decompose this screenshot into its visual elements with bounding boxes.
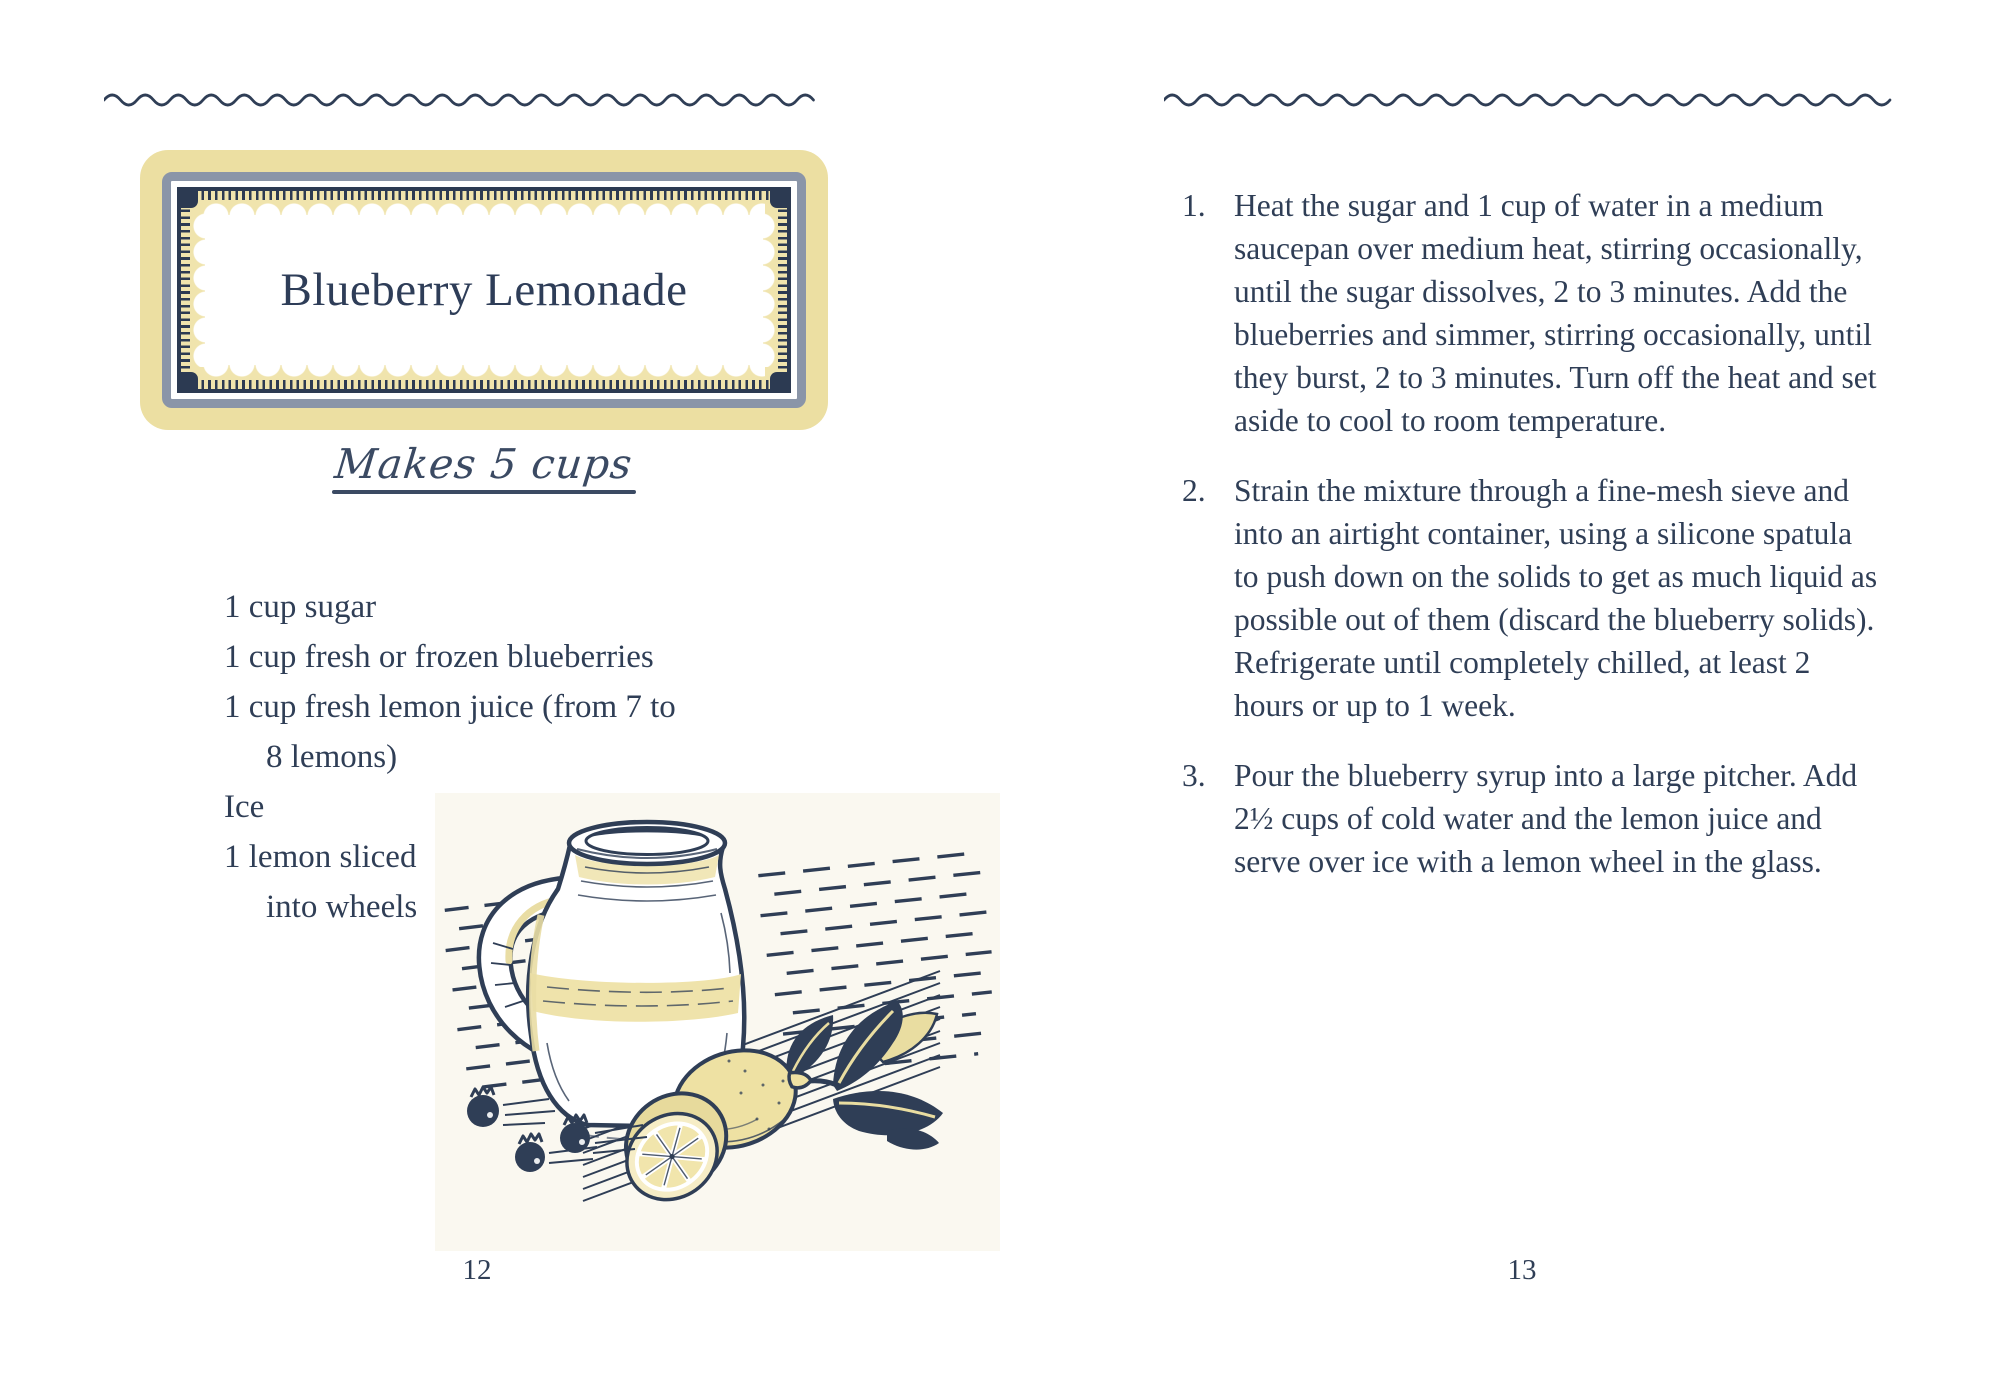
scallop-edge-bottom [203, 365, 765, 380]
title-frame-stamp-border [177, 187, 791, 393]
step-text: Pour the blueberry syrup into a large pitcher. Add 2½ cups of cold water and the lemon juice and serve over ice with a lemon wheel in the glass. [1234, 758, 1858, 879]
yield-underline [332, 490, 636, 494]
step-number: 3. [1182, 758, 1206, 793]
tick-border-right [778, 191, 787, 389]
scallop-edge-right [763, 213, 778, 367]
ingredient-text: Ice [224, 789, 265, 825]
ingredient-line [224, 582, 676, 632]
tick-border-top [181, 191, 787, 200]
pitcher-illustration [435, 793, 1000, 1251]
instruction-step [1182, 754, 1888, 883]
wavy-rule-left [104, 90, 826, 110]
ingredient-line [224, 682, 676, 732]
instruction-step [1182, 184, 1888, 442]
frame-corner [770, 372, 787, 389]
frame-corner [181, 372, 198, 389]
scallop-edge-left [190, 213, 205, 367]
ingredient-text: 1 cup fresh or frozen blueberries [224, 639, 654, 675]
title-frame-slate-border [162, 172, 806, 408]
instruction-step [1182, 469, 1888, 727]
step-number: 2. [1182, 473, 1206, 508]
title-frame-center [205, 215, 763, 365]
step-text: Strain the mixture through a fine-mesh sieve and into an airtight container, using a silicone spatula to push down on the solids to get as much liquid as possible out of them (discard the blueberry solids). Refrigerate until completely chilled, at least 2 hours or up to 1 week. [1234, 473, 1878, 723]
frame-corner [770, 191, 787, 208]
wavy-rule-icon [1164, 90, 1896, 110]
ingredient-text: 1 cup fresh lemon juice (from 7 to [224, 689, 676, 725]
pitcher-lemon-blueberry-illustration-icon [435, 793, 1000, 1251]
recipe-title: Blueberry Lemonade [280, 264, 688, 316]
tick-border-left [181, 191, 190, 389]
ingredient-line [224, 732, 676, 782]
title-frame [140, 150, 828, 430]
page-number-right: 13 [1507, 1254, 1537, 1286]
instructions-list [1182, 184, 1888, 910]
ingredient-text: 1 cup sugar [224, 589, 377, 625]
tick-border-bottom [181, 380, 787, 389]
ingredient-text: 8 lemons) [266, 739, 398, 775]
page-number-left: 12 [462, 1254, 492, 1286]
yield-line [140, 440, 828, 494]
ingredient-text: 1 lemon sliced [224, 839, 417, 875]
ingredient-text: into wheels [266, 889, 418, 925]
frame-corner [181, 191, 198, 208]
step-text: Heat the sugar and 1 cup of water in a medium saucepan over medium heat, stirring occasionally, until the sugar dissolves, 2 to 3 minutes. Add the blueberries and simmer, stirring occasionally, until they burst, 2 to 3 minutes. Turn off the heat and set aside to cool to room temperature. [1234, 188, 1877, 438]
ingredient-line [224, 632, 676, 682]
scallop-edge-top [203, 200, 765, 215]
step-number: 1. [1182, 188, 1206, 223]
wavy-rule-icon [104, 90, 826, 110]
wavy-rule-right [1164, 90, 1896, 110]
yield-text: Makes 5 cups [332, 440, 636, 488]
